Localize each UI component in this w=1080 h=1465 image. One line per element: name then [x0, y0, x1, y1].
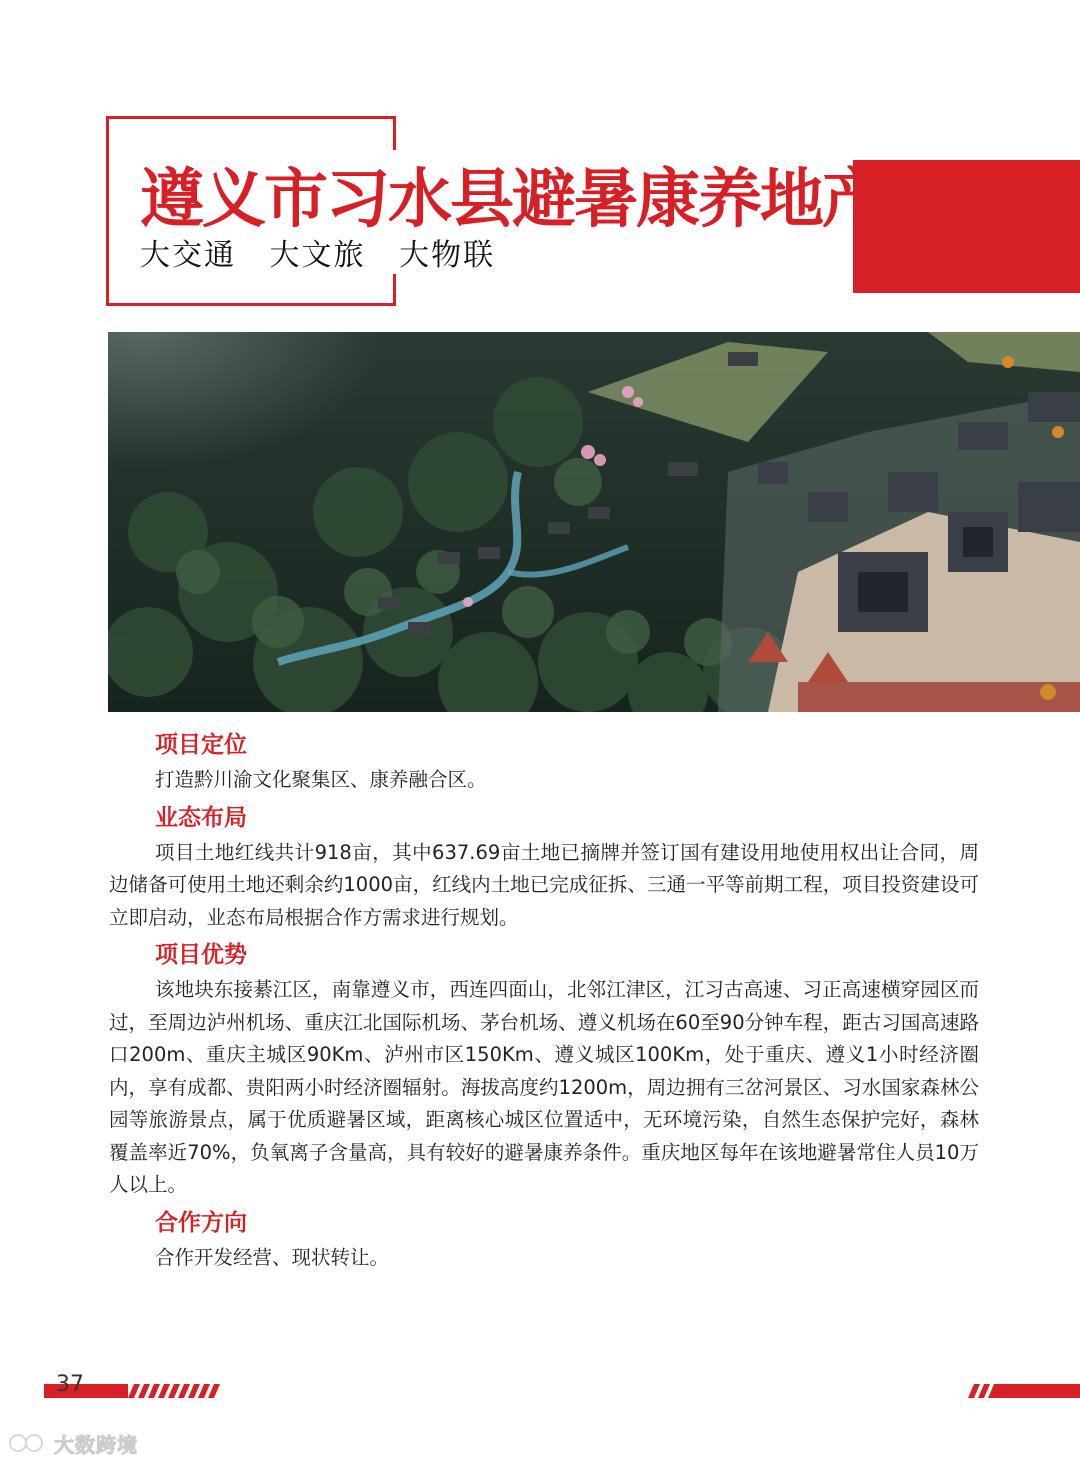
subtitle-part-2: 大文旅	[269, 238, 366, 273]
page-title: 遵义市习水县避暑康养地产项目	[140, 163, 1008, 237]
section-heading-cooperation: 合作方向	[155, 1209, 247, 1236]
section-body-advantages: 该地块东接綦江区，南靠遵义市，西连四面山，北邻江津区，江习古高速、习正高速横穿园区而过，至周边泸州机场、重庆江北国际机场、茅台机场、遵义机场在60至90分钟车程，距古习国高速路口200m、重庆主城区90Km、泸州市区150Km、遵义城区100Km，处于重庆、遵义1小时经济圈内，享有成都、贵阳两小时经济圈辐射。海拔高度约1200m，周边拥有三岔河景区、习水国家森林公园等旅游景点，属于优质避暑区域，距离核心城区位置适中，无环境污染，自然生态保护完好，森林覆盖率近70%，负氧离子含量高，具有较好的避暑康养条件。重庆地区每年在该地避暑常住人员10万人以上。	[109, 978, 979, 1196]
watermark-text: 大数跨境	[54, 1432, 138, 1457]
watermark-logo-icon	[8, 1431, 48, 1455]
aerial-rendering-image	[108, 332, 1080, 712]
section-heading-positioning: 项目定位	[155, 732, 247, 758]
section-heading-layout: 业态布局	[155, 804, 247, 831]
subtitle-part-3: 大物联	[399, 238, 496, 273]
section-body-positioning: 打造黔川渝文化聚集区、康养融合区。	[155, 768, 487, 791]
page-number: 37	[56, 1372, 84, 1397]
watermark	[8, 1428, 138, 1458]
section-body-cooperation: 合作开发经营、现状转让。	[155, 1245, 390, 1269]
section-body-layout: 项目土地红线共计918亩，其中637.69亩土地已摘牌并签订国有建设用地使用权出让合同，周边储备可使用土地还剩余约1000亩，红线内土地已完成征拆、三通一平等前期工程，项目投资建设可立即启动，业态布局根据合作方需求进行规划。	[109, 840, 979, 929]
content-area	[109, 728, 979, 1278]
page-subtitle	[140, 236, 517, 276]
section-heading-advantages: 项目优势	[155, 942, 247, 968]
subtitle-part-1: 大交通	[140, 238, 236, 273]
footer-right-stripes	[968, 1384, 1080, 1398]
